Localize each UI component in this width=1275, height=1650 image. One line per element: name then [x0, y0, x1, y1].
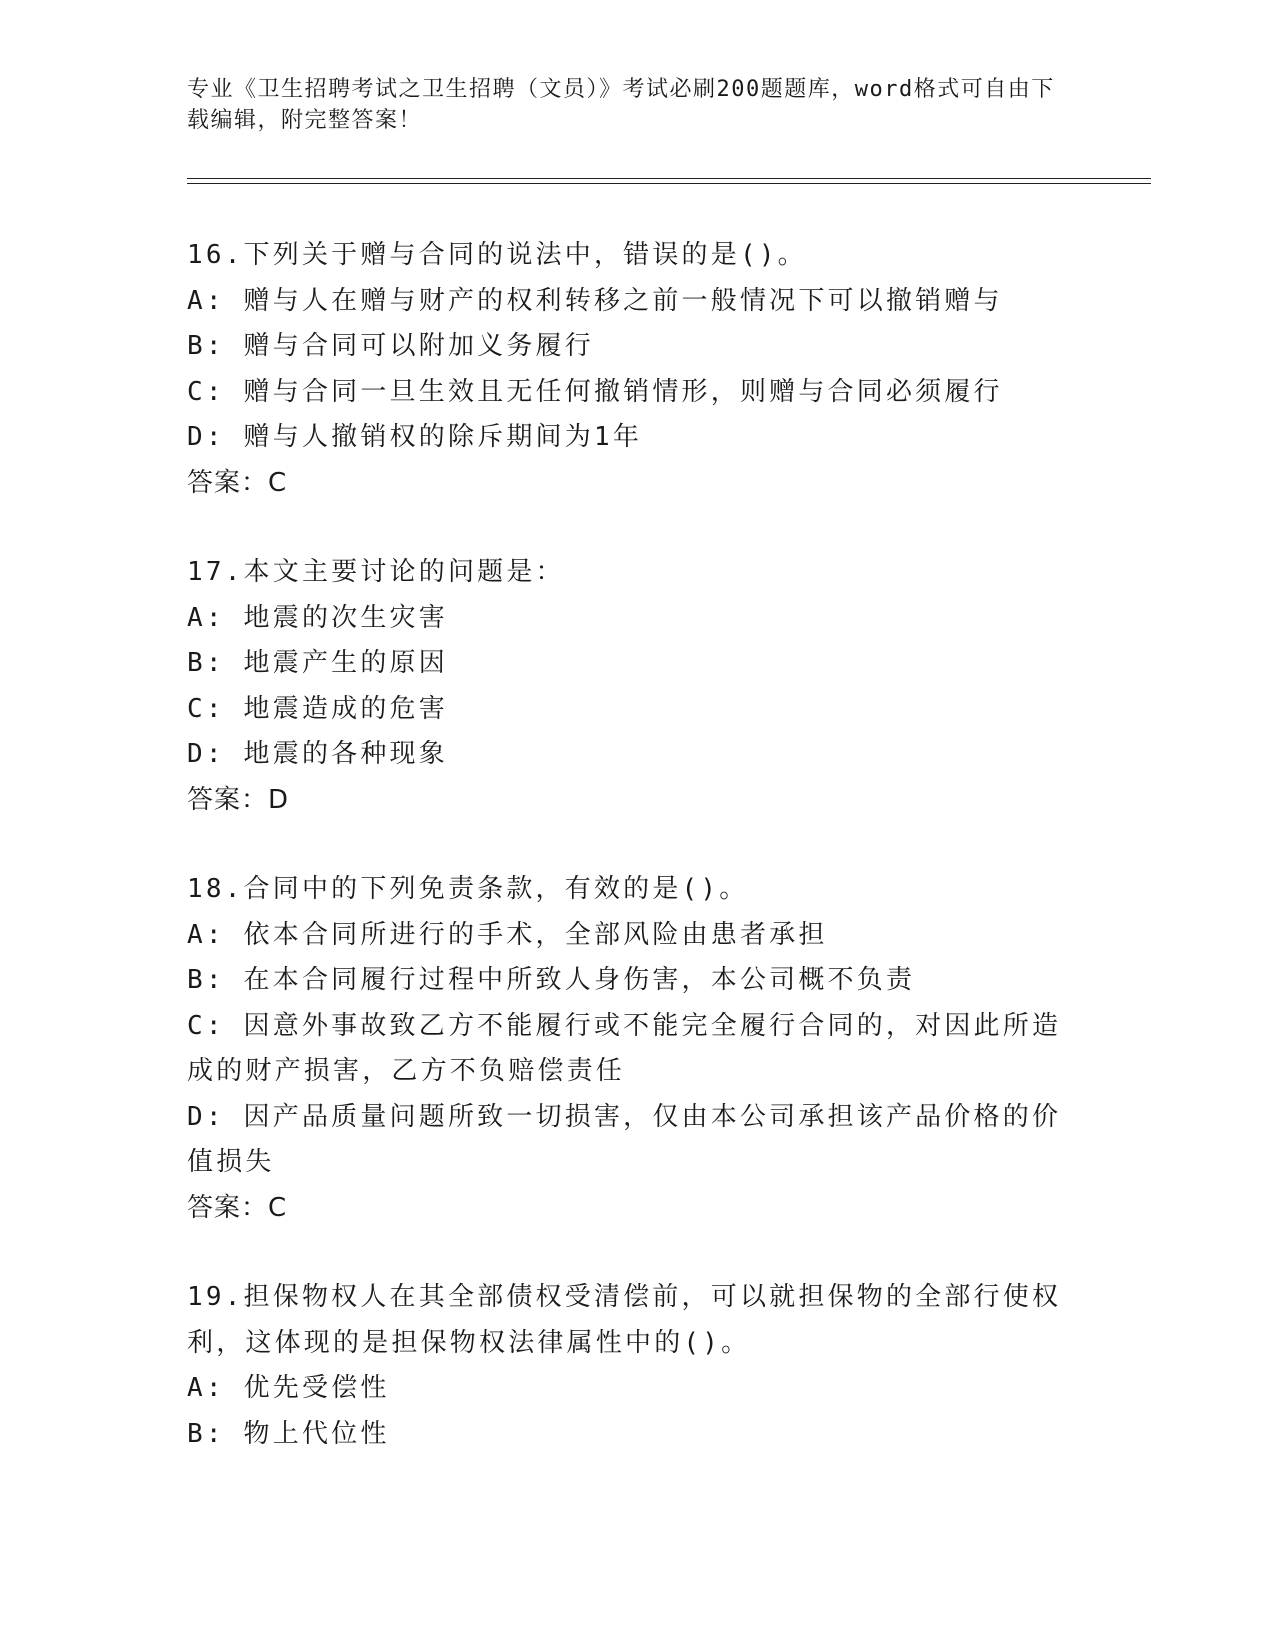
option-b: B: 地震产生的原因 — [187, 648, 448, 678]
question-stem: 17.本文主要讨论的问题是： — [187, 557, 565, 587]
option-d: D: 因产品质量问题所致一切损害，仅由本公司承担该产品价格的价值损失 — [187, 1101, 1062, 1177]
option-d: D: 地震的各种现象 — [187, 739, 448, 769]
option-c: C: 地震造成的危害 — [187, 693, 448, 724]
option-d: D: 赠与人撤销权的除斥期间为1年 — [187, 422, 643, 452]
question-stem: 19.担保物权人在其全部债权受清偿前，可以就担保物的全部行使权利，这体现的是担保物权法律属性中的()。 — [187, 1282, 1062, 1358]
option-a: A: 地震的次生灾害 — [187, 602, 448, 633]
question-17 — [187, 550, 1077, 823]
header-divider-bottom — [187, 183, 1151, 184]
question-16 — [187, 233, 1077, 506]
question-list — [187, 233, 1077, 1501]
option-a: A: 优先受偿性 — [187, 1373, 390, 1403]
question-19 — [187, 1275, 1077, 1457]
option-a: A: 赠与人在赠与财产的权利转移之前一般情况下可以撤销赠与 — [187, 285, 1003, 316]
answer-label: 答案：C — [187, 467, 288, 498]
option-c: C: 赠与合同一旦生效且无任何撤销情形，则赠与合同必须履行 — [187, 376, 1003, 407]
option-b: B: 物上代位性 — [187, 1418, 390, 1449]
header-divider-top — [187, 178, 1151, 179]
question-stem: 18.合同中的下列免责条款，有效的是()。 — [187, 874, 749, 904]
question-18 — [187, 867, 1077, 1231]
option-b: B: 在本合同履行过程中所致人身伤害，本公司概不负责 — [187, 965, 916, 995]
document-header: 专业《卫生招聘考试之卫生招聘（文员）》考试必刷200题题库，word格式可自由下载编辑，附完整答案！ — [187, 77, 1055, 133]
answer-label: 答案：C — [187, 1192, 288, 1223]
option-c: C: 因意外事故致乙方不能履行或不能完全履行合同的，对因此所造成的财产损害，乙方不负赔偿责任 — [187, 1010, 1062, 1086]
option-b: B: 赠与合同可以附加义务履行 — [187, 331, 594, 361]
answer-label: 答案：D — [187, 784, 290, 815]
option-a: A: 依本合同所进行的手术，全部风险由患者承担 — [187, 919, 828, 950]
question-stem: 16.下列关于赠与合同的说法中，错误的是()。 — [187, 240, 807, 270]
